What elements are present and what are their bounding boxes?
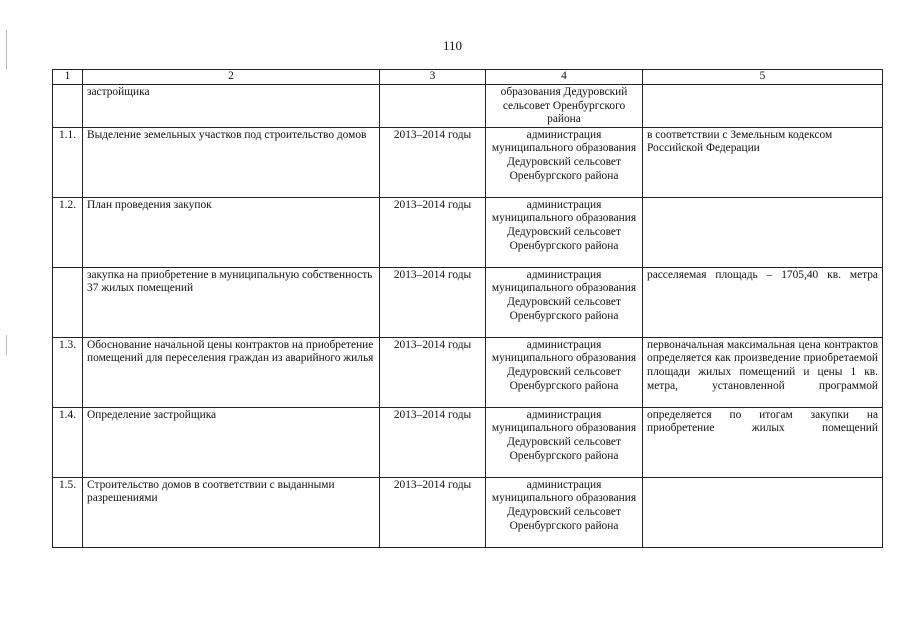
period-cell: 2013–2014 годы: [380, 337, 486, 407]
note-cell: [643, 197, 883, 267]
period-cell: 2013–2014 годы: [380, 197, 486, 267]
period-cell: [380, 85, 486, 128]
row-number-cell: 1.1.: [53, 127, 83, 197]
column-header: 4: [486, 70, 643, 85]
column-header: 3: [380, 70, 486, 85]
column-header: 1: [53, 70, 83, 85]
executor-cell: администрация муниципального образования Дедуровский сельсовет Оренбургского района: [486, 337, 643, 407]
table-row: [53, 407, 883, 477]
executor-cell: администрация муниципального образования Дедуровский сельсовет Оренбургского района: [486, 407, 643, 477]
column-header: 5: [643, 70, 883, 85]
row-number-cell: 1.5.: [53, 477, 83, 547]
column-header: 2: [83, 70, 380, 85]
row-number-cell: 1.3.: [53, 337, 83, 407]
description-cell: закупка на приобретение в муниципальную собственность 37 жилых помещений: [83, 267, 380, 337]
period-cell: 2013–2014 годы: [380, 127, 486, 197]
description-cell: План проведения закупок: [83, 197, 380, 267]
note-cell: [643, 85, 883, 128]
note-cell: определяется по итогам закупки на приобретение жилых помещений: [643, 407, 883, 477]
page-number: 110: [442, 38, 463, 53]
table-row-continuation: [53, 85, 883, 128]
note-cell: в соответствии с Земельным кодексом Российской Федерации: [643, 127, 883, 197]
description-cell: Обоснование начальной цены контрактов на приобретение помещений для переселения граждан из аварийного жилья: [83, 337, 380, 407]
table-row: [53, 127, 883, 197]
note-cell: расселяемая площадь – 1705,40 кв. метра: [643, 267, 883, 337]
description-cell: Выделение земельных участков под строительство домов: [83, 127, 380, 197]
table-row: [53, 477, 883, 547]
scan-edge-mark: [6, 335, 7, 355]
executor-cell: образования Дедуровский сельсовет Оренбургского района: [486, 85, 643, 128]
executor-cell: администрация муниципального образования Дедуровский сельсовет Оренбургского района: [486, 267, 643, 337]
period-cell: 2013–2014 годы: [380, 267, 486, 337]
executor-cell: администрация муниципального образования Дедуровский сельсовет Оренбургского района: [486, 197, 643, 267]
plan-table: [52, 69, 883, 548]
description-cell: Строительство домов в соответствии с выданными разрешениями: [83, 477, 380, 547]
row-number-cell: [53, 267, 83, 337]
table-row: [53, 197, 883, 267]
table-row: [53, 337, 883, 407]
description-cell: Определение застройщика: [83, 407, 380, 477]
table-row: [53, 267, 883, 337]
row-number-cell: 1.4.: [53, 407, 83, 477]
executor-cell: администрация муниципального образования Дедуровский сельсовет Оренбургского района: [486, 127, 643, 197]
header-row: [53, 70, 883, 85]
note-cell: первоначальная максимальная цена контрактов определяется как произведение приобретаемой площади жилых помещений и цены 1 кв. метра, установленной программой: [643, 337, 883, 407]
row-number-cell: 1.2.: [53, 197, 83, 267]
executor-cell: администрация муниципального образования Дедуровский сельсовет Оренбургского района: [486, 477, 643, 547]
period-cell: 2013–2014 годы: [380, 477, 486, 547]
row-number-cell: [53, 85, 83, 128]
note-cell: [643, 477, 883, 547]
period-cell: 2013–2014 годы: [380, 407, 486, 477]
description-cell: застройщика: [83, 85, 380, 128]
